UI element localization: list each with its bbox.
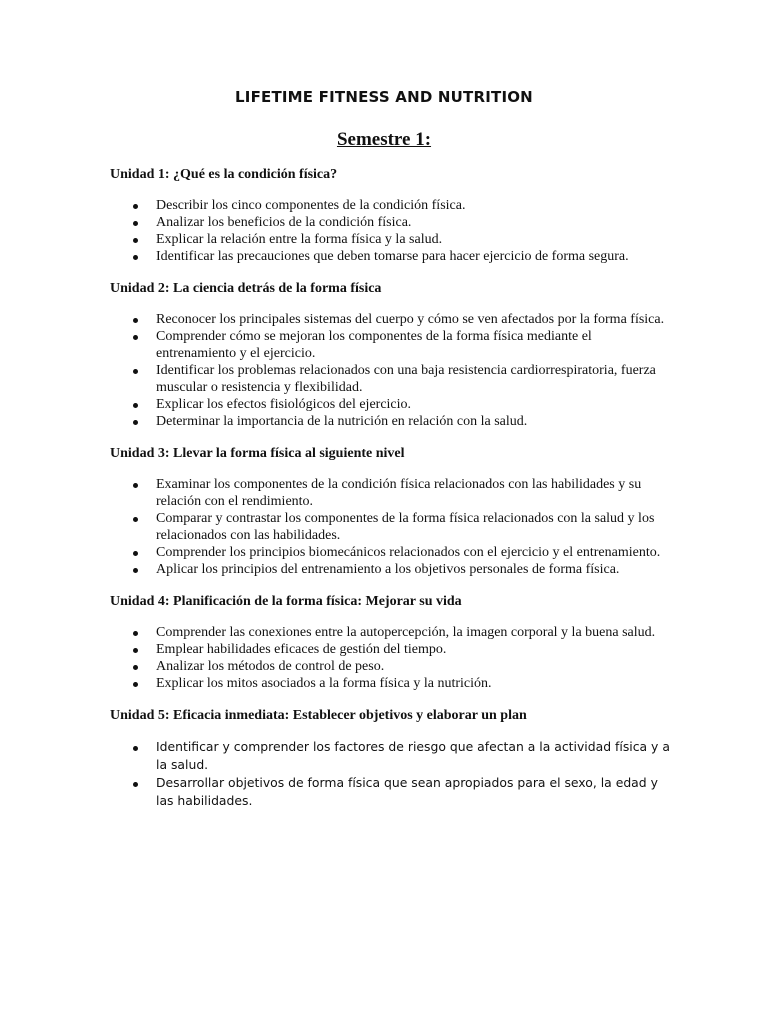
unit-4 [110, 593, 670, 692]
list-item-text: Comprender cómo se mejoran los componentes de la forma física mediante el entrenamiento y el ejercicio. [156, 329, 592, 361]
bullet-icon [133, 517, 138, 522]
list-item [110, 658, 670, 675]
list-item [110, 675, 670, 692]
list-item-text: Comprender las conexiones entre la autopercepción, la imagen corporal y la buena salud. [156, 625, 656, 640]
document-title: LIFETIME FITNESS AND NUTRITION [235, 88, 533, 106]
objective-list [110, 197, 670, 265]
list-item-text: Explicar la relación entre la forma física y la salud. [156, 232, 443, 247]
list-item [110, 248, 670, 265]
bullet-icon [133, 369, 138, 374]
unit-2 [110, 280, 670, 430]
list-item-text: Identificar las precauciones que deben tomarse para hacer ejercicio de forma segura. [156, 249, 629, 264]
bullet-icon [133, 238, 138, 243]
list-item-text: Explicar los efectos fisiológicos del ejercicio. [156, 397, 412, 412]
list-item [110, 510, 670, 544]
list-item [110, 561, 670, 578]
list-item [110, 214, 670, 231]
bullet-icon [133, 568, 138, 573]
list-item [110, 197, 670, 214]
list-item-text: Analizar los beneficios de la condición física. [156, 215, 412, 230]
bullet-icon [133, 204, 138, 209]
bullet-icon [133, 255, 138, 260]
unit-1 [110, 166, 670, 265]
list-item-text: Examinar los componentes de la condición física relacionados con las habilidades y su relación con el rendimiento. [156, 477, 642, 509]
list-item-text: Comprender los principios biomecánicos relacionados con el ejercicio y el entrenamiento. [156, 545, 661, 560]
list-item [110, 774, 670, 810]
list-item-text: Identificar los problemas relacionados con una baja resistencia cardiorrespiratoria, fuerza muscular o resistencia y flexibilidad. [156, 363, 656, 395]
unit-heading: Unidad 5: Eficacia inmediata: Establecer objetivos y elaborar un plan [110, 708, 527, 723]
list-item [110, 328, 670, 362]
list-item-text: Describir los cinco componentes de la condición física. [156, 198, 466, 213]
list-item-text: Analizar los métodos de control de peso. [156, 659, 385, 674]
list-item [110, 231, 670, 248]
list-item-text: Determinar la importancia de la nutrición en relación con la salud. [156, 414, 528, 429]
units-container [110, 166, 670, 825]
list-item-text: Emplear habilidades eficaces de gestión del tiempo. [156, 642, 447, 657]
list-item-text: Comparar y contrastar los componentes de la forma física relacionados con la salud y los relacionados con las habilidades. [156, 511, 655, 543]
unit-heading: Unidad 4: Planificación de la forma física: Mejorar su vida [110, 594, 462, 609]
list-item [110, 544, 670, 561]
list-item [110, 413, 670, 430]
bullet-icon [133, 335, 138, 340]
objective-list [110, 311, 670, 430]
unit-heading: Unidad 2: La ciencia detrás de la forma física [110, 281, 382, 296]
bullet-icon [133, 221, 138, 226]
objective-list [110, 476, 670, 578]
list-item-text: Aplicar los principios del entrenamiento a los objetivos personales de forma física. [156, 562, 620, 577]
list-item [110, 641, 670, 658]
bullet-icon [133, 631, 138, 636]
unit-5 [110, 707, 670, 810]
bullet-icon [133, 665, 138, 670]
bullet-icon [133, 483, 138, 488]
unit-heading: Unidad 3: Llevar la forma física al siguiente nivel [110, 446, 405, 461]
bullet-icon [133, 551, 138, 556]
bullet-icon [133, 648, 138, 653]
list-item [110, 624, 670, 641]
semester-heading: Semestre 1: [336, 129, 432, 150]
list-item-text: Explicar los mitos asociados a la forma física y la nutrición. [156, 676, 492, 691]
list-item [110, 362, 670, 396]
bullet-icon [133, 782, 138, 787]
bullet-icon [133, 403, 138, 408]
bullet-icon [133, 746, 138, 751]
list-item [110, 738, 670, 774]
objective-list [110, 624, 670, 692]
bullet-icon [133, 420, 138, 425]
list-item-text: Reconocer los principales sistemas del cuerpo y cómo se ven afectados por la forma física. [156, 312, 665, 327]
unit-3 [110, 445, 670, 578]
list-item [110, 396, 670, 413]
bullet-icon [133, 318, 138, 323]
list-item-text: Desarrollar objetivos de forma física que sean apropiados para el sexo, la edad y las habilidades. [156, 775, 658, 808]
objective-list [110, 738, 670, 810]
list-item-text: Identificar y comprender los factores de riesgo que afectan a la actividad física y a la salud. [156, 739, 670, 772]
list-item [110, 311, 670, 328]
list-item [110, 476, 670, 510]
bullet-icon [133, 682, 138, 687]
unit-heading: Unidad 1: ¿Qué es la condición física? [110, 167, 338, 182]
